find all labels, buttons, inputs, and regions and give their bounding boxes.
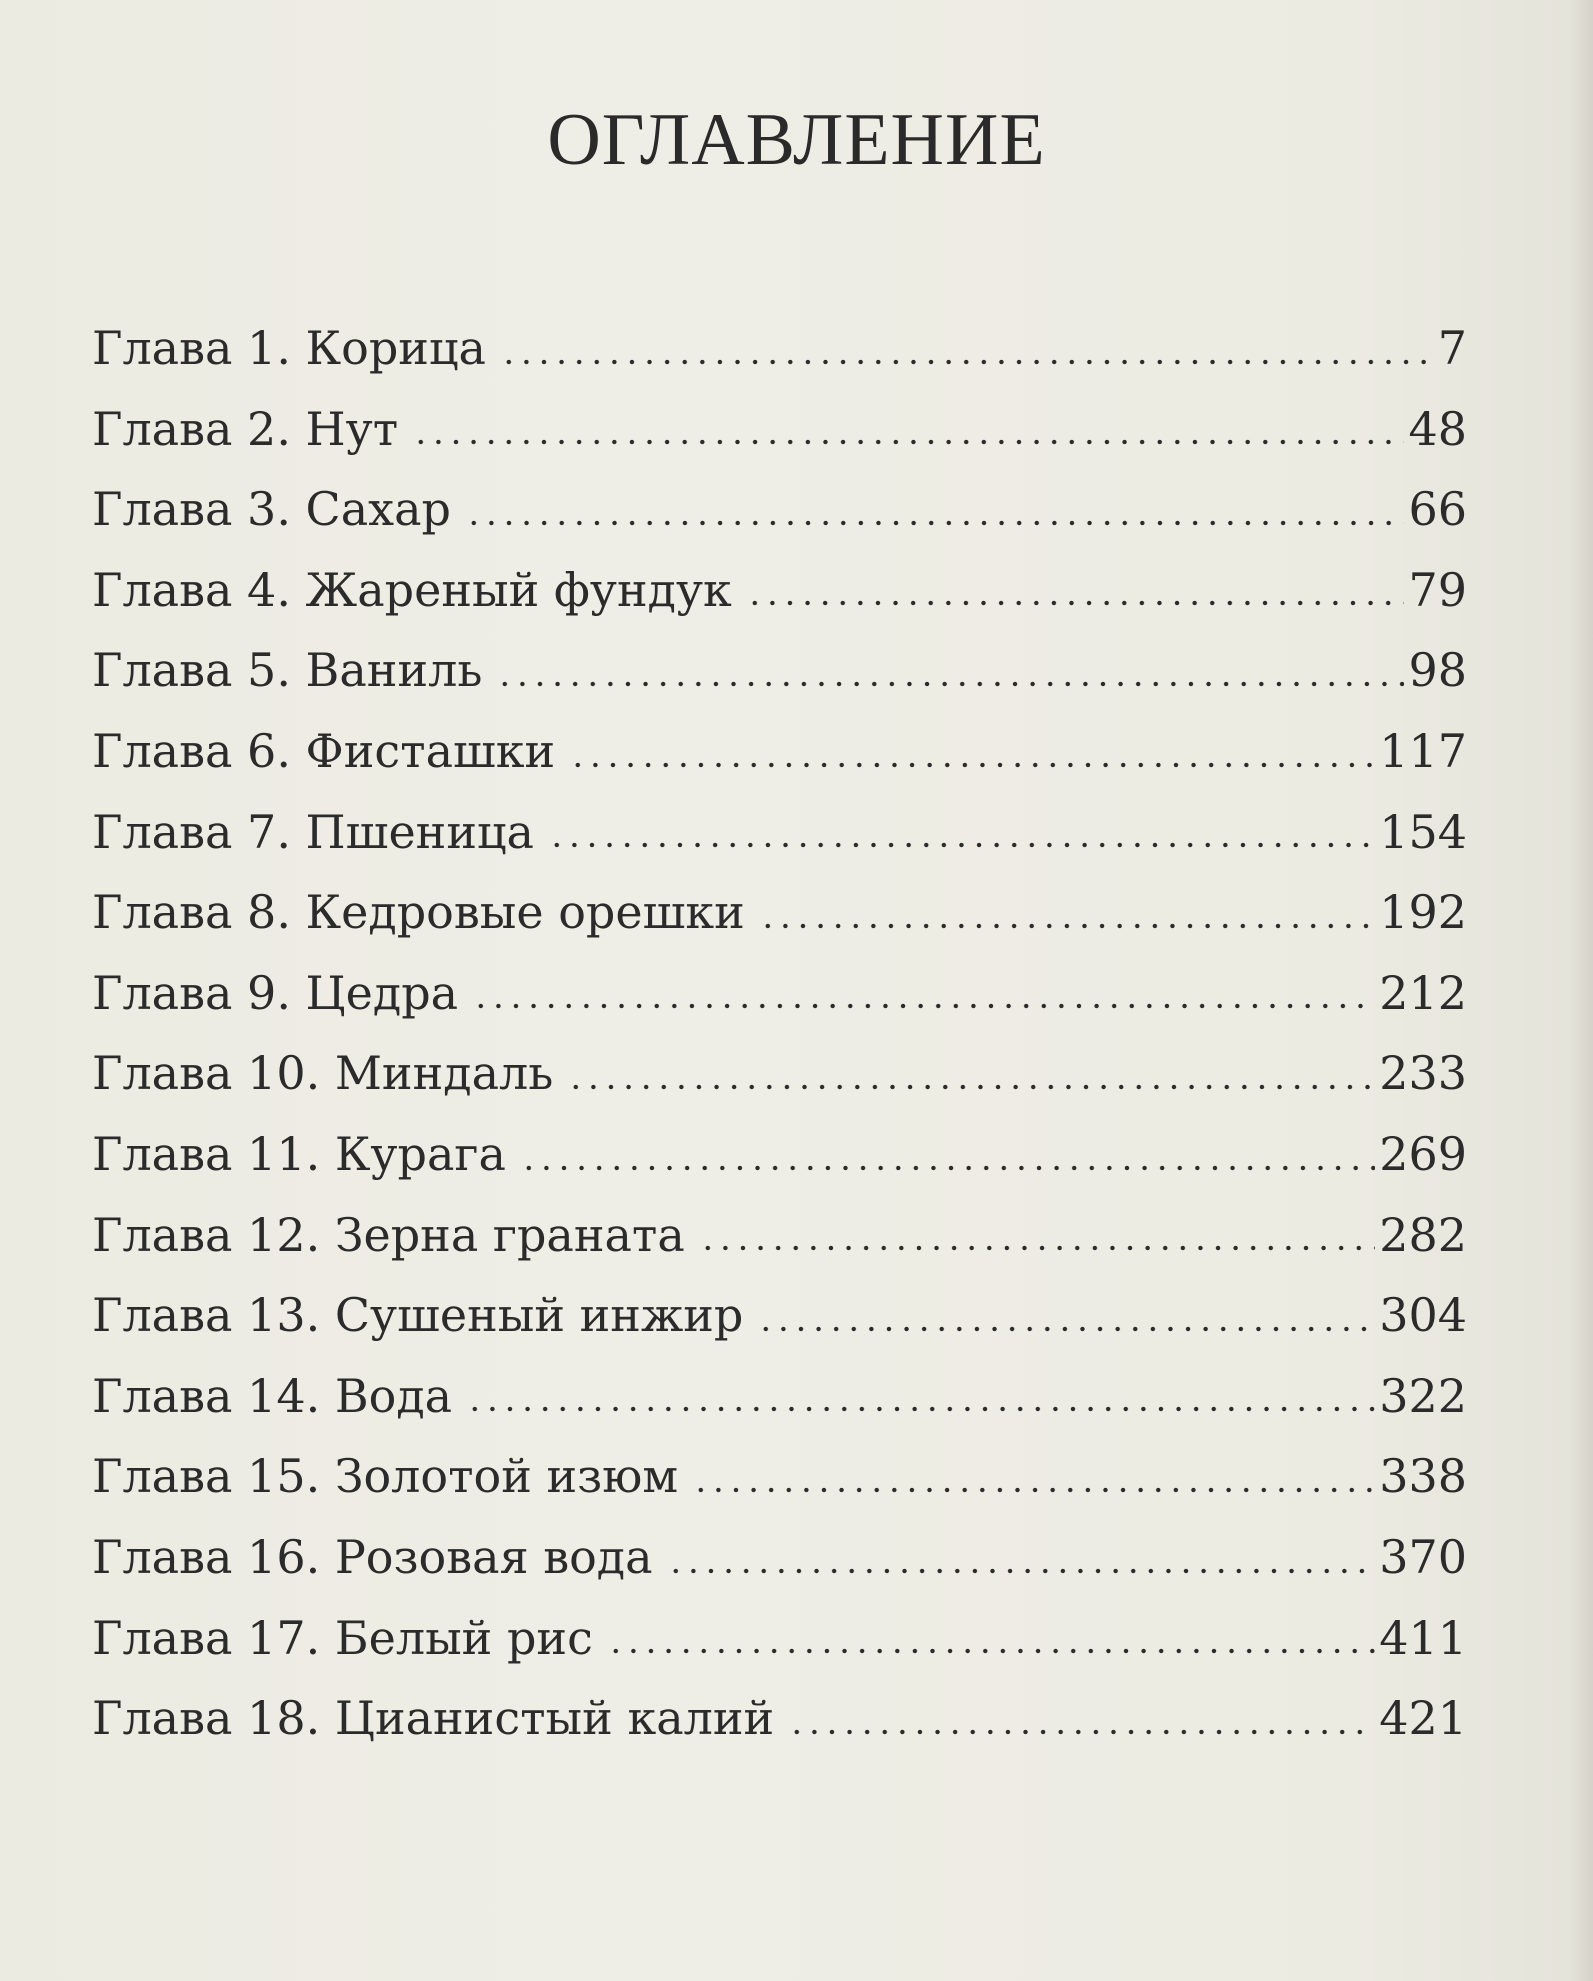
page-number: 282 [1379,1207,1467,1262]
toc-entry [92,308,1467,389]
toc-entry [92,469,1467,550]
dot-leader [500,359,1434,365]
chapter-title: Глава 3. Сахар [92,482,451,537]
page-number: 66 [1408,482,1467,537]
dot-leader [412,439,1404,445]
dot-leader [699,1245,1375,1251]
chapter-title: Глава 16. Розовая вода [92,1529,653,1584]
chapter-title: Глава 1. Корица [92,321,486,375]
dot-leader [569,762,1375,768]
page-number: 269 [1379,1126,1467,1181]
chapter-title: Глава 4. Жареный фундук [92,562,732,617]
toc-entry [92,389,1467,470]
dot-leader [667,1568,1376,1574]
chapter-title: Глава 2. Нут [92,401,399,456]
page-number: 154 [1379,804,1467,859]
toc-entry [92,1195,1467,1276]
dot-leader [757,1326,1375,1332]
page-number: 117 [1379,723,1467,778]
toc-entry [92,872,1467,953]
chapter-title: Глава 14. Вода [92,1368,453,1423]
chapter-title: Глава 11. Курага [92,1126,506,1181]
chapter-title: Глава 13. Сушеный инжир [92,1288,744,1343]
toc-entry [92,1436,1467,1517]
dot-leader [472,1003,1375,1009]
chapter-title: Глава 17. Белый рис [92,1610,593,1665]
toc-entry [92,1033,1467,1114]
toc-entry [92,630,1467,711]
dot-leader [607,1648,1375,1654]
toc-entry [92,550,1467,631]
page-number: 98 [1408,643,1467,698]
chapter-title: Глава 18. Цианистый калий [92,1691,775,1746]
toc-entry [92,1517,1467,1598]
table-of-contents [92,308,1467,1759]
toc-heading: ОГЛАВЛЕНИЕ [547,99,1046,181]
page-number: 233 [1379,1046,1467,1101]
toc-entry [92,1678,1467,1759]
chapter-title: Глава 9. Цедра [92,965,459,1020]
page-edge [1567,0,1593,1981]
dot-leader [496,681,1404,687]
chapter-title: Глава 10. Миндаль [92,1046,554,1101]
dot-leader [548,842,1375,848]
page-number: 304 [1379,1288,1467,1343]
dot-leader [692,1487,1375,1493]
chapter-title: Глава 15. Золотой изюм [92,1449,679,1504]
toc-entry [92,792,1467,873]
page-number: 7 [1437,321,1467,375]
page-number: 192 [1379,885,1467,940]
page-number: 48 [1408,401,1467,456]
toc-entry [92,711,1467,792]
chapter-title: Глава 6. Фисташки [92,723,556,778]
dot-leader [746,600,1405,606]
page-number: 212 [1379,965,1467,1020]
page-number: 338 [1379,1449,1467,1504]
toc-entry [92,1114,1467,1195]
dot-leader [567,1084,1375,1090]
chapter-title: Глава 5. Ваниль [92,643,483,698]
dot-leader [759,923,1375,929]
chapter-title: Глава 12. Зерна граната [92,1207,685,1262]
toc-entry [92,1598,1467,1679]
chapter-title: Глава 8. Кедровые орешки [92,885,745,940]
dot-leader [788,1729,1375,1735]
toc-entry [92,1275,1467,1356]
dot-leader [466,1406,1375,1412]
page-number: 79 [1408,562,1467,617]
dot-leader [520,1165,1375,1171]
chapter-title: Глава 7. Пшеница [92,804,534,859]
dot-leader [465,520,1404,526]
page-number: 421 [1379,1691,1467,1746]
page-number: 322 [1379,1368,1467,1423]
page-number: 370 [1379,1529,1467,1584]
page-number: 411 [1379,1610,1467,1665]
toc-entry [92,953,1467,1034]
toc-entry [92,1356,1467,1437]
